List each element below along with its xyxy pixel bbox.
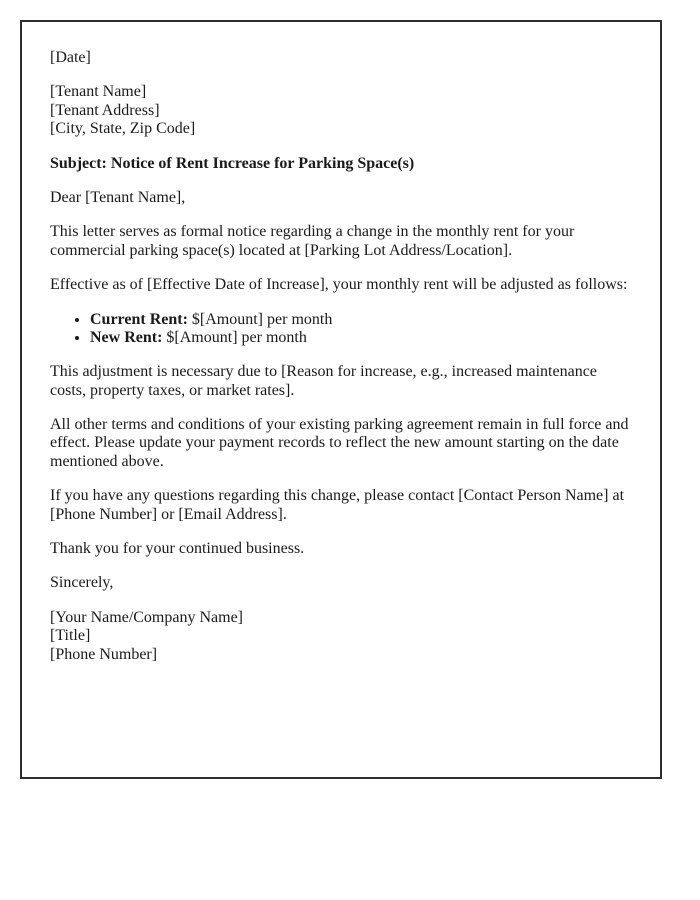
recipient-city-state-zip: [City, State, Zip Code] [50, 120, 196, 138]
recipient-block [50, 83, 630, 138]
questions-paragraph [50, 487, 630, 524]
intro-paragraph [50, 223, 630, 260]
current-rent-value: $[Amount] per month [191, 310, 333, 328]
closing-line: Sincerely, [50, 574, 114, 592]
subject-line: Subject: Notice of Rent Increase for Parking Space(s) [50, 154, 415, 172]
new-rent-label: New Rent: [90, 328, 163, 346]
recipient-address: [Tenant Address] [50, 101, 160, 119]
terms-line-3: mentioned above. [50, 452, 164, 470]
adjustment-line-2: costs, property taxes, or market rates]. [50, 381, 295, 399]
date-line: [Date] [50, 49, 91, 66]
current-rent-label: Current Rent: [90, 310, 188, 328]
questions-line-1: If you have any questions regarding this change, please contact [Contact Person Name] at [50, 487, 625, 505]
signature-block [50, 609, 630, 664]
recipient-name: [Tenant Name] [50, 83, 147, 101]
intro-line-1: This letter serves as formal notice regarding a change in the monthly rent for your [50, 223, 575, 241]
terms-line-2: effect. Please update your payment records to reflect the new amount starting on the date [50, 434, 619, 452]
adjustment-paragraph [50, 363, 630, 400]
current-rent-item [90, 311, 630, 329]
letter-document [20, 20, 662, 779]
adjustment-line-1: This adjustment is necessary due to [Reason for increase, e.g., increased maintenance [50, 363, 597, 381]
thanks-line: Thank you for your continued business. [50, 540, 305, 558]
effective-line: Effective as of [Effective Date of Increase], your monthly rent will be adjusted as follows: [50, 276, 628, 294]
new-rent-item [90, 329, 630, 347]
rent-list [50, 311, 630, 348]
signature-phone: [Phone Number] [50, 645, 158, 663]
questions-line-2: [Phone Number] or [Email Address]. [50, 505, 287, 523]
intro-line-2: commercial parking space(s) located at [Parking Lot Address/Location]. [50, 241, 513, 259]
terms-line-1: All other terms and conditions of your existing parking agreement remain in full force and [50, 416, 629, 434]
signature-title: [Title] [50, 627, 91, 645]
terms-paragraph [50, 416, 630, 471]
signature-name: [Your Name/Company Name] [50, 608, 244, 626]
new-rent-value: $[Amount] per month [166, 328, 307, 346]
salutation: Dear [Tenant Name], [50, 188, 186, 206]
